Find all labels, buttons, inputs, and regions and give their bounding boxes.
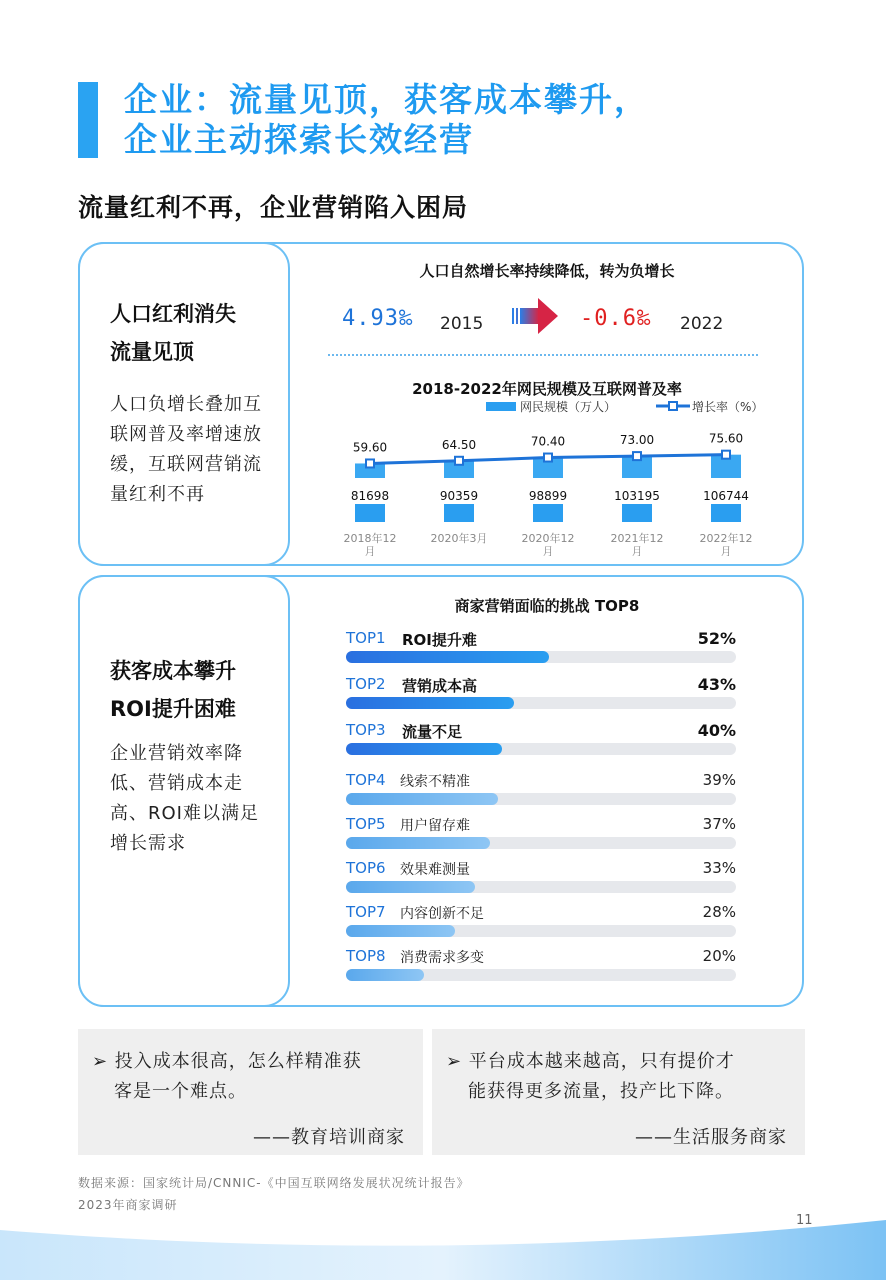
challenge-percent: 28% bbox=[702, 903, 736, 921]
legend-label-rate: 增长率（%） bbox=[692, 400, 764, 414]
challenge-rank: TOP8 bbox=[346, 947, 386, 965]
point-rate-2 bbox=[544, 454, 552, 462]
legend-marker-rate bbox=[669, 402, 677, 410]
challenge-percent: 33% bbox=[702, 859, 736, 877]
data-source-survey: 2023年商家调研 bbox=[78, 1198, 178, 1212]
challenge-rank: TOP1 bbox=[346, 629, 386, 647]
quote-lifeservice bbox=[432, 1029, 805, 1155]
point-label-0: 59.60 bbox=[352, 440, 388, 455]
challenge-rank: TOP2 bbox=[346, 675, 386, 693]
x-tick-2-b: 月 bbox=[542, 545, 554, 556]
bar-label-4: 106744 bbox=[703, 489, 749, 503]
challenge-rank: TOP5 bbox=[346, 815, 386, 833]
bar-label-1: 90359 bbox=[439, 489, 479, 503]
bar-users-1 bbox=[444, 504, 474, 522]
panel-cost-summary bbox=[78, 575, 290, 1007]
challenge-rank: TOP7 bbox=[346, 903, 386, 921]
challenge-bar-fill bbox=[346, 793, 498, 805]
quote-education-source: ——教育培训商家 bbox=[253, 1127, 405, 1148]
challenge-bar-track bbox=[346, 793, 736, 805]
challenge-bar-fill bbox=[346, 743, 502, 755]
challenge-percent: 40% bbox=[697, 721, 736, 740]
stat-2022-year: 2022 bbox=[680, 314, 724, 334]
challenge-bar-fill bbox=[346, 925, 455, 937]
challenge-percent: 52% bbox=[697, 629, 736, 648]
challenge-label: ROI提升难 bbox=[402, 631, 477, 649]
title-accent-bar bbox=[78, 82, 98, 158]
footer-wave bbox=[0, 1200, 886, 1280]
x-tick-3: 2021年12 bbox=[610, 532, 664, 545]
x-tick-0: 2018年12 bbox=[343, 532, 397, 545]
quote-lifeservice-source: ——生活服务商家 bbox=[635, 1127, 787, 1148]
point-label-4: 75.60 bbox=[708, 431, 744, 446]
challenge-percent: 37% bbox=[702, 815, 736, 833]
bar-users-4 bbox=[711, 504, 741, 522]
page-title-line2: 企业主动探索长效经营 bbox=[124, 120, 474, 159]
quote-lifeservice-text bbox=[446, 1047, 735, 1107]
bar-users-2 bbox=[533, 504, 563, 522]
challenge-percent: 39% bbox=[702, 771, 736, 789]
point-rate-1 bbox=[455, 457, 463, 465]
section-subtitle: 流量红利不再，企业营销陷入困局 bbox=[78, 193, 469, 222]
challenge-label: 消费需求多变 bbox=[400, 950, 484, 966]
challenge-bar-track bbox=[346, 743, 736, 755]
internet-users-chart bbox=[326, 396, 766, 556]
challenge-label: 流量不足 bbox=[402, 723, 463, 741]
x-tick-0-b: 月 bbox=[364, 545, 376, 556]
challenge-bar-fill bbox=[346, 837, 490, 849]
stat-2015-year: 2015 bbox=[440, 314, 484, 334]
bar-users-3 bbox=[622, 504, 652, 522]
panel-traffic-body: 人口负增长叠加互联网普及率增速放缓，互联网营销流量红利不再 bbox=[110, 394, 262, 505]
challenge-percent: 20% bbox=[702, 947, 736, 965]
bar-users-0 bbox=[355, 504, 385, 522]
quote-education-line1: ➢ 投入成本很高，怎么样精准获 bbox=[92, 1051, 362, 1072]
quote-education bbox=[78, 1029, 423, 1155]
chart-title: 2018-2022年网民规模及互联网普及率 bbox=[412, 380, 682, 398]
panel-traffic-heading2: 流量见顶 bbox=[110, 340, 194, 364]
quote-lifeservice-line1: ➢ 平台成本越来越高，只有提价才 bbox=[446, 1051, 735, 1072]
x-tick-1: 2020年3月 bbox=[430, 532, 488, 545]
birth-rate-title: 人口自然增长率持续降低，转为负增长 bbox=[419, 262, 675, 280]
divider bbox=[328, 354, 758, 356]
point-label-2: 70.40 bbox=[530, 434, 566, 449]
challenges-title: 商家营销面临的挑战 TOP8 bbox=[454, 597, 640, 615]
challenge-rank: TOP3 bbox=[346, 721, 386, 739]
panel-traffic-heading1: 人口红利消失 bbox=[110, 302, 236, 326]
bar-label-0: 81698 bbox=[350, 489, 390, 503]
challenge-bar-fill bbox=[346, 969, 424, 981]
legend-label-users: 网民规模（万人） bbox=[520, 400, 617, 414]
challenge-label: 效果难测量 bbox=[400, 862, 470, 878]
stat-2022-value: -0.6‰ bbox=[580, 306, 652, 331]
challenge-bar-track bbox=[346, 697, 736, 709]
page-title bbox=[124, 80, 649, 160]
legend-swatch-users bbox=[486, 402, 516, 411]
challenge-bar-track bbox=[346, 651, 736, 663]
point-rate-0 bbox=[366, 459, 374, 467]
quote-education-text bbox=[92, 1047, 362, 1107]
challenge-bar-fill bbox=[346, 881, 475, 893]
panel-traffic-summary bbox=[78, 242, 290, 566]
panel-traffic bbox=[78, 242, 804, 566]
x-tick-2: 2020年12 bbox=[521, 532, 575, 545]
point-label-1: 64.50 bbox=[441, 437, 477, 452]
challenge-label: 线索不精准 bbox=[400, 774, 470, 790]
stat-2015-value: 4.93‰ bbox=[342, 306, 414, 331]
panel-cost-heading1: 获客成本攀升 bbox=[110, 659, 236, 683]
point-label-3: 73.00 bbox=[619, 433, 655, 448]
x-tick-4-b: 月 bbox=[720, 545, 732, 556]
challenge-rank: TOP6 bbox=[346, 859, 386, 877]
challenge-label: 用户留存难 bbox=[400, 818, 470, 834]
right-arrow-icon bbox=[512, 296, 560, 336]
page-number: 11 bbox=[796, 1213, 813, 1228]
x-tick-3-b: 月 bbox=[631, 545, 643, 556]
challenge-bar-track bbox=[346, 925, 736, 937]
panel-cost-body: 企业营销效率降低、营销成本走高、ROI难以满足增长需求 bbox=[110, 743, 259, 854]
challenge-percent: 43% bbox=[697, 675, 736, 694]
page-title-line1: 企业：流量见顶，获客成本攀升， bbox=[124, 80, 649, 119]
panel-cost bbox=[78, 575, 804, 1007]
bar-label-2: 98899 bbox=[528, 489, 568, 503]
challenge-bar-track bbox=[346, 881, 736, 893]
point-rate-4 bbox=[722, 451, 730, 459]
quote-education-line2: 客是一个难点。 bbox=[114, 1081, 247, 1102]
challenge-bar-track bbox=[346, 969, 736, 981]
data-source: 数据来源：国家统计局/CNNIC-《中国互联网络发展状况统计报告》 bbox=[78, 1176, 470, 1190]
challenge-label: 内容创新不足 bbox=[400, 906, 484, 922]
bar-label-3: 103195 bbox=[614, 489, 660, 503]
challenge-label: 营销成本高 bbox=[402, 677, 478, 695]
challenge-rank: TOP4 bbox=[346, 771, 386, 789]
panel-cost-heading2: ROI提升困难 bbox=[110, 697, 236, 721]
challenge-bar-fill bbox=[346, 651, 549, 663]
x-tick-4: 2022年12 bbox=[699, 532, 753, 545]
point-rate-3 bbox=[633, 452, 641, 460]
quote-lifeservice-line2: 能获得更多流量，投产比下降。 bbox=[468, 1081, 734, 1102]
challenge-bar-fill bbox=[346, 697, 514, 709]
challenge-bar-track bbox=[346, 837, 736, 849]
